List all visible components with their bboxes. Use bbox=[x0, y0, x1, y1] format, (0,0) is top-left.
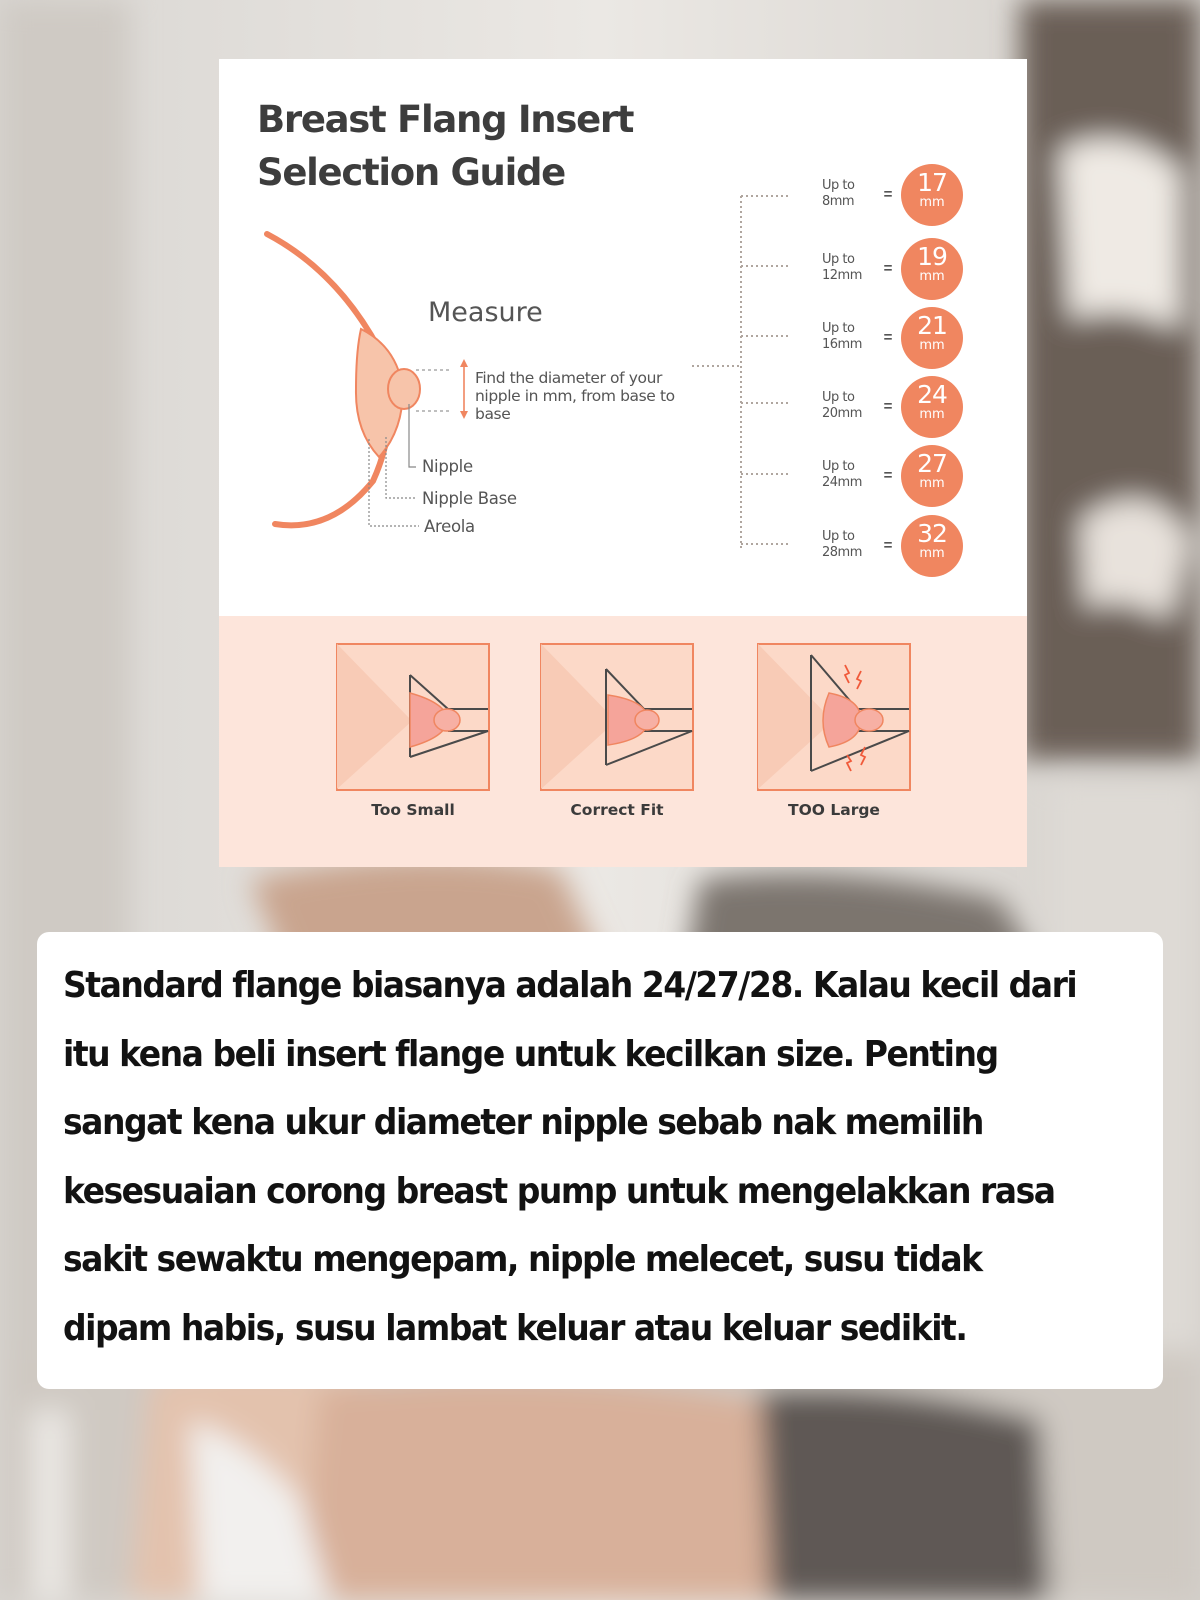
size-limit: Up to 20mm bbox=[822, 390, 862, 421]
size-limit: Up to 16mm bbox=[822, 321, 862, 352]
nipple-shape bbox=[388, 369, 420, 409]
size-value: 32 bbox=[917, 519, 947, 548]
measure-label: Measure bbox=[428, 297, 543, 328]
equals-sign: = bbox=[883, 260, 893, 277]
fit-label-correct-fit: Correct Fit bbox=[570, 801, 664, 819]
size-value: 27 bbox=[917, 449, 947, 478]
fit-panel-too-large bbox=[757, 643, 911, 819]
size-unit: mm bbox=[919, 476, 945, 491]
equals-sign: = bbox=[883, 537, 893, 554]
areola-label: Areola bbox=[424, 517, 475, 536]
size-limit: Up to 28mm bbox=[822, 529, 862, 560]
guide-title: Breast Flang Insert Selection Guide bbox=[257, 98, 634, 194]
size-badge bbox=[901, 238, 963, 300]
size-list bbox=[789, 163, 1019, 593]
size-limit: Up to 24mm bbox=[822, 459, 862, 490]
equals-sign: = bbox=[883, 398, 893, 415]
fit-comparison-band bbox=[219, 616, 1027, 867]
size-value: 21 bbox=[917, 311, 947, 340]
size-row bbox=[789, 444, 1019, 508]
size-badge bbox=[901, 164, 963, 226]
equals-sign: = bbox=[883, 186, 893, 203]
fit-panel-correct-fit bbox=[540, 643, 694, 819]
size-row bbox=[789, 237, 1019, 301]
fit-label-too-large: TOO Large bbox=[788, 801, 880, 819]
caption-card bbox=[37, 932, 1163, 1389]
nipple-label: Nipple bbox=[422, 457, 473, 476]
size-badge bbox=[901, 445, 963, 507]
size-unit: mm bbox=[919, 195, 945, 210]
nipple-base-label: Nipple Base bbox=[422, 489, 517, 508]
size-row bbox=[789, 163, 1019, 227]
size-unit: mm bbox=[919, 269, 945, 284]
equals-sign: = bbox=[883, 467, 893, 484]
caption-text: Standard flange biasanya adalah 24/27/28. Kalau kecil dari itu kena beli insert flange untuk kecilkan size. Penting sangat kena ukur diameter nipple sebab nak memilih kesesuaian corong breast pump untuk mengelakkan rasa sakit sewaktu mengepam, nipple melecet, susu tidak dipam habis, susu lambat keluar atau keluar sedikit. bbox=[63, 965, 1077, 1349]
too-large-illustration bbox=[757, 643, 911, 791]
size-row bbox=[789, 375, 1019, 439]
size-row bbox=[789, 514, 1019, 578]
size-unit: mm bbox=[919, 546, 945, 561]
size-value: 24 bbox=[917, 380, 947, 409]
fit-label-too-small: Too Small bbox=[371, 801, 455, 819]
correct-fit-illustration bbox=[540, 643, 694, 791]
too-small-illustration bbox=[336, 643, 490, 791]
size-limit: Up to 12mm bbox=[822, 252, 862, 283]
size-limit: Up to 8mm bbox=[822, 178, 855, 209]
size-guide-card bbox=[219, 59, 1027, 867]
equals-sign: = bbox=[883, 329, 893, 346]
size-badge bbox=[901, 376, 963, 438]
size-badge bbox=[901, 307, 963, 369]
diameter-note: Find the diameter of your nipple in mm, from base to base bbox=[475, 369, 675, 423]
size-unit: mm bbox=[919, 407, 945, 422]
fit-panel-too-small bbox=[336, 643, 490, 819]
size-unit: mm bbox=[919, 338, 945, 353]
size-badge bbox=[901, 515, 963, 577]
size-value: 17 bbox=[917, 168, 947, 197]
size-value: 19 bbox=[917, 242, 947, 271]
size-row bbox=[789, 306, 1019, 370]
